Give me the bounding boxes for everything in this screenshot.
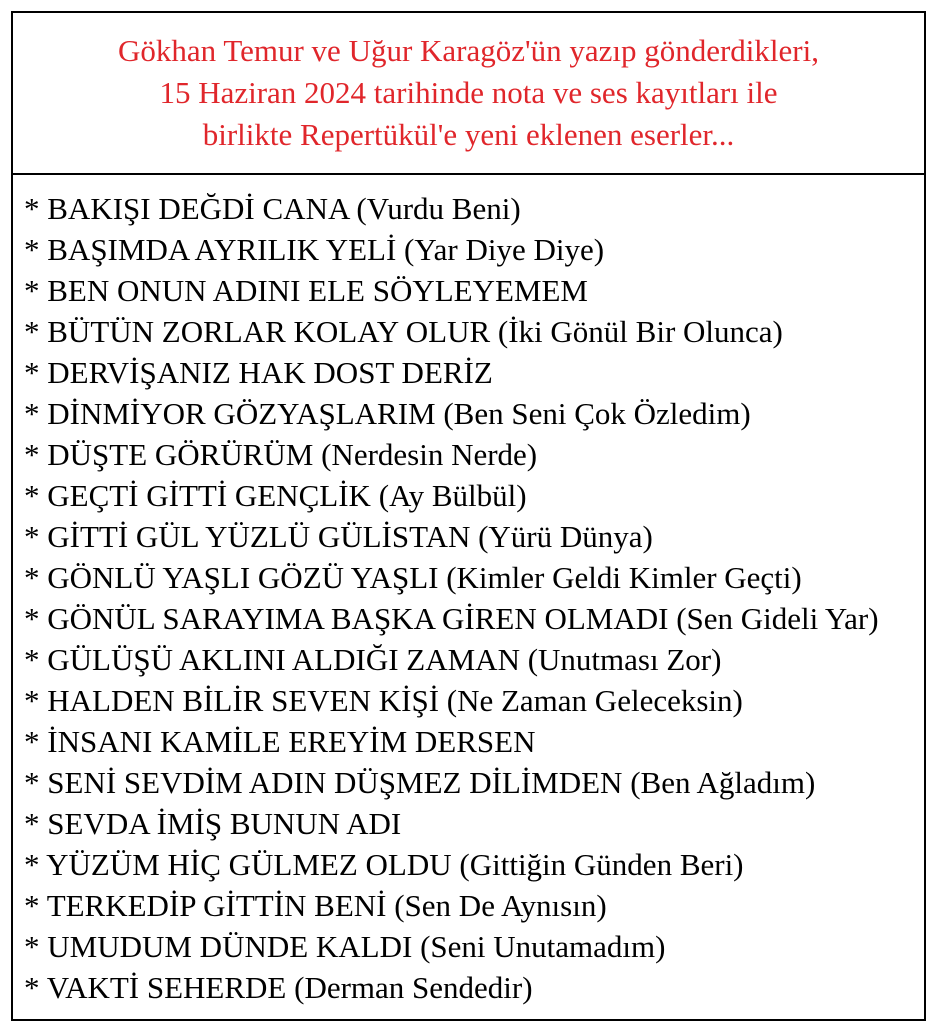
song-item: * SEVDA İMİŞ BUNUN ADI [24, 806, 402, 841]
song-item: * BÜTÜN ZORLAR KOLAY OLUR (İki Gönül Bir Olunca) [24, 314, 783, 349]
song-item: * DİNMİYOR GÖZYAŞLARIM (Ben Seni Çok Özledim) [24, 396, 751, 431]
song-item: * UMUDUM DÜNDE KALDI (Seni Unutamadım) [24, 929, 666, 964]
song-item: * İNSANI KAMİLE EREYİM DERSEN [24, 724, 536, 759]
header-line-1: Gökhan Temur ve Uğur Karagöz'ün yazıp gönderdikleri, [118, 33, 819, 68]
song-item: * BAŞIMDA AYRILIK YELİ (Yar Diye Diye) [24, 232, 605, 267]
song-item: * TERKEDİP GİTTİN BENİ (Sen De Aynısın) [24, 888, 607, 923]
song-item: * DERVİŞANIZ HAK DOST DERİZ [24, 355, 493, 390]
song-item: * GÜLÜŞÜ AKLINI ALDIĞI ZAMAN (Unutması Zor) [24, 642, 722, 677]
song-item: * GİTTİ GÜL YÜZLÜ GÜLİSTAN (Yürü Dünya) [24, 519, 653, 554]
song-list [24, 188, 879, 1008]
song-item: * GÖNLÜ YAŞLI GÖZÜ YAŞLI (Kimler Geldi Kimler Geçti) [24, 560, 802, 595]
song-item: * BAKIŞI DEĞDİ CANA (Vurdu Beni) [24, 191, 521, 226]
song-item: * HALDEN BİLİR SEVEN KİŞİ (Ne Zaman Geleceksin) [24, 683, 743, 718]
header-line-3: birlikte Repertükül'e yeni eklenen eserler... [202, 117, 735, 152]
song-item: * BEN ONUN ADINI ELE SÖYLEYEMEM [24, 273, 588, 308]
announcement-header [13, 13, 924, 175]
song-item: * GÖNÜL SARAYIMA BAŞKA GİREN OLMADI (Sen Gideli Yar) [24, 601, 879, 636]
song-item: * GEÇTİ GİTTİ GENÇLİK (Ay Bülbül) [24, 478, 527, 513]
announcement-box [11, 11, 926, 1021]
song-item: * VAKTİ SEHERDE (Derman Sendedir) [24, 970, 533, 1005]
song-item: * SENİ SEVDİM ADIN DÜŞMEZ DİLİMDEN (Ben Ağladım) [24, 765, 816, 800]
song-item: * YÜZÜM HİÇ GÜLMEZ OLDU (Gittiğin Günden Beri) [24, 847, 744, 882]
song-item: * DÜŞTE GÖRÜRÜM (Nerdesin Nerde) [24, 437, 538, 472]
header-line-2: 15 Haziran 2024 tarihinde nota ve ses kayıtları ile [159, 75, 778, 110]
